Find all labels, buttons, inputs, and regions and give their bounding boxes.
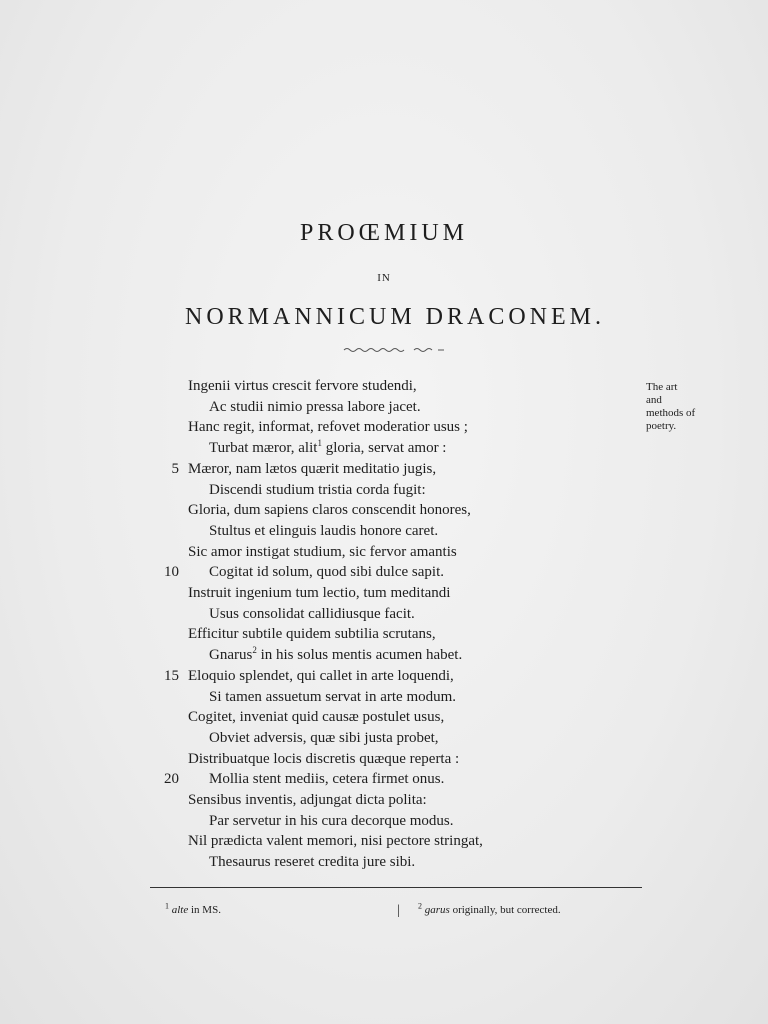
poem-line-text: Stultus et elinguis laudis honore caret. bbox=[209, 523, 439, 539]
poem-line-text: Ingenii virtus crescit fervore studendi, bbox=[188, 378, 417, 394]
poem-line bbox=[209, 687, 456, 707]
poem-line-text: Si tamen assuetum servat in arte modum. bbox=[209, 689, 457, 705]
footnote-2 bbox=[418, 901, 561, 916]
footnote-2-word: garus bbox=[424, 904, 450, 916]
footnote-1 bbox=[165, 901, 221, 916]
poem-line-text: Distribuatque locis discretis quæque reperta : bbox=[188, 751, 460, 767]
footnote-1-word: alte bbox=[171, 904, 189, 916]
marginal-note-line: poetry. bbox=[646, 420, 677, 432]
poem-line bbox=[209, 769, 444, 789]
footnote-1-mark: 1 bbox=[165, 901, 169, 911]
poem-line-text: Eloquio splendet, qui callet in arte loquendi, bbox=[188, 668, 454, 684]
poem-line bbox=[209, 480, 426, 500]
footnote-rule bbox=[150, 887, 642, 888]
poem-line bbox=[209, 397, 421, 417]
poem-line-text-cont: gloria, servat amor : bbox=[321, 440, 447, 456]
footnote-separator: | bbox=[397, 903, 400, 918]
poem-line bbox=[188, 500, 471, 520]
footnote-2-text: originally, but corrected. bbox=[449, 904, 561, 916]
marginal-note-line: and bbox=[646, 394, 662, 406]
poem-line-text: Hanc regit, informat, refovet moderatior usus ; bbox=[188, 419, 468, 435]
poem-line bbox=[209, 604, 415, 624]
poem-line-text: Obviet adversis, quæ sibi justa probet, bbox=[209, 730, 439, 746]
poem-line bbox=[209, 645, 462, 665]
poem-line-text-cont: in his solus mentis acumen habet. bbox=[256, 647, 463, 663]
poem-line bbox=[188, 417, 468, 437]
poem-line-text: Thesaurus reseret credita jure sibi. bbox=[209, 854, 416, 870]
line-number: 5 bbox=[171, 461, 179, 477]
poem-line-text: Par servetur in his cura decorque modus. bbox=[209, 813, 454, 829]
marginal-note-line: The art bbox=[646, 381, 678, 393]
marginal-note bbox=[646, 381, 746, 433]
poem-line bbox=[188, 831, 483, 851]
line-number: 20 bbox=[164, 771, 179, 787]
poem-line bbox=[188, 583, 450, 603]
poem-line-text: Nil prædicta valent memori, nisi pectore stringat, bbox=[188, 833, 483, 849]
poem-line-text: Instruit ingenium tum lectio, tum meditandi bbox=[188, 585, 451, 601]
poem-line-text: Discendi studium tristia corda fugit: bbox=[209, 482, 426, 498]
poem-line-text: Mollia stent mediis, cetera firmet onus. bbox=[209, 771, 445, 787]
poem-line bbox=[209, 811, 454, 831]
poem-line-text: Ac studii nimio pressa labore jacet. bbox=[209, 399, 421, 415]
poem-line-text: Sic amor instigat studium, sic fervor amantis bbox=[188, 544, 457, 560]
poem-line bbox=[188, 666, 454, 686]
poem-line-text: Gnarus bbox=[209, 647, 253, 663]
poem-line bbox=[209, 562, 444, 582]
poem-line bbox=[209, 852, 415, 872]
footnote-ref: 2 bbox=[252, 645, 257, 655]
poem-line bbox=[188, 749, 459, 769]
poem-line bbox=[188, 707, 444, 727]
poem-line bbox=[188, 542, 457, 562]
footnote-ref: 1 bbox=[317, 438, 322, 448]
poem-line bbox=[188, 459, 436, 479]
title-connector: IN bbox=[377, 272, 391, 284]
poem-line bbox=[188, 790, 427, 810]
poem-line-text: Usus consolidat callidiusque facit. bbox=[209, 606, 415, 622]
poem-line-text: Cogitat id solum, quod sibi dulce sapit. bbox=[209, 564, 444, 580]
marginal-note-line: methods of bbox=[646, 407, 696, 419]
poem-line bbox=[188, 624, 436, 644]
line-number: 15 bbox=[164, 668, 179, 684]
line-number: 10 bbox=[164, 564, 179, 580]
poem-line-text: Turbat mæror, alit bbox=[209, 440, 318, 456]
page-subtitle: NORMANNICUM DRACONEM. bbox=[184, 304, 606, 330]
ornament-divider bbox=[342, 344, 446, 354]
page-title: PROŒMIUM bbox=[299, 220, 469, 246]
poem-line-text: Cogitet, inveniat quid causæ postulet usus, bbox=[188, 709, 445, 725]
footnote-1-text: in MS. bbox=[188, 904, 221, 916]
footnote-2-mark: 2 bbox=[418, 901, 422, 911]
poem-line-text: Gloria, dum sapiens claros conscendit honores, bbox=[188, 502, 471, 518]
poem-line-text: Mæror, nam lætos quærit meditatio jugis, bbox=[188, 461, 437, 477]
poem-line bbox=[188, 376, 417, 396]
poem-line bbox=[209, 438, 446, 458]
poem-line bbox=[209, 521, 438, 541]
poem-line bbox=[209, 728, 439, 748]
poem-line-text: Efficitur subtile quidem subtilia scrutans, bbox=[188, 626, 436, 642]
poem-line-text: Sensibus inventis, adjungat dicta polita: bbox=[188, 792, 427, 808]
